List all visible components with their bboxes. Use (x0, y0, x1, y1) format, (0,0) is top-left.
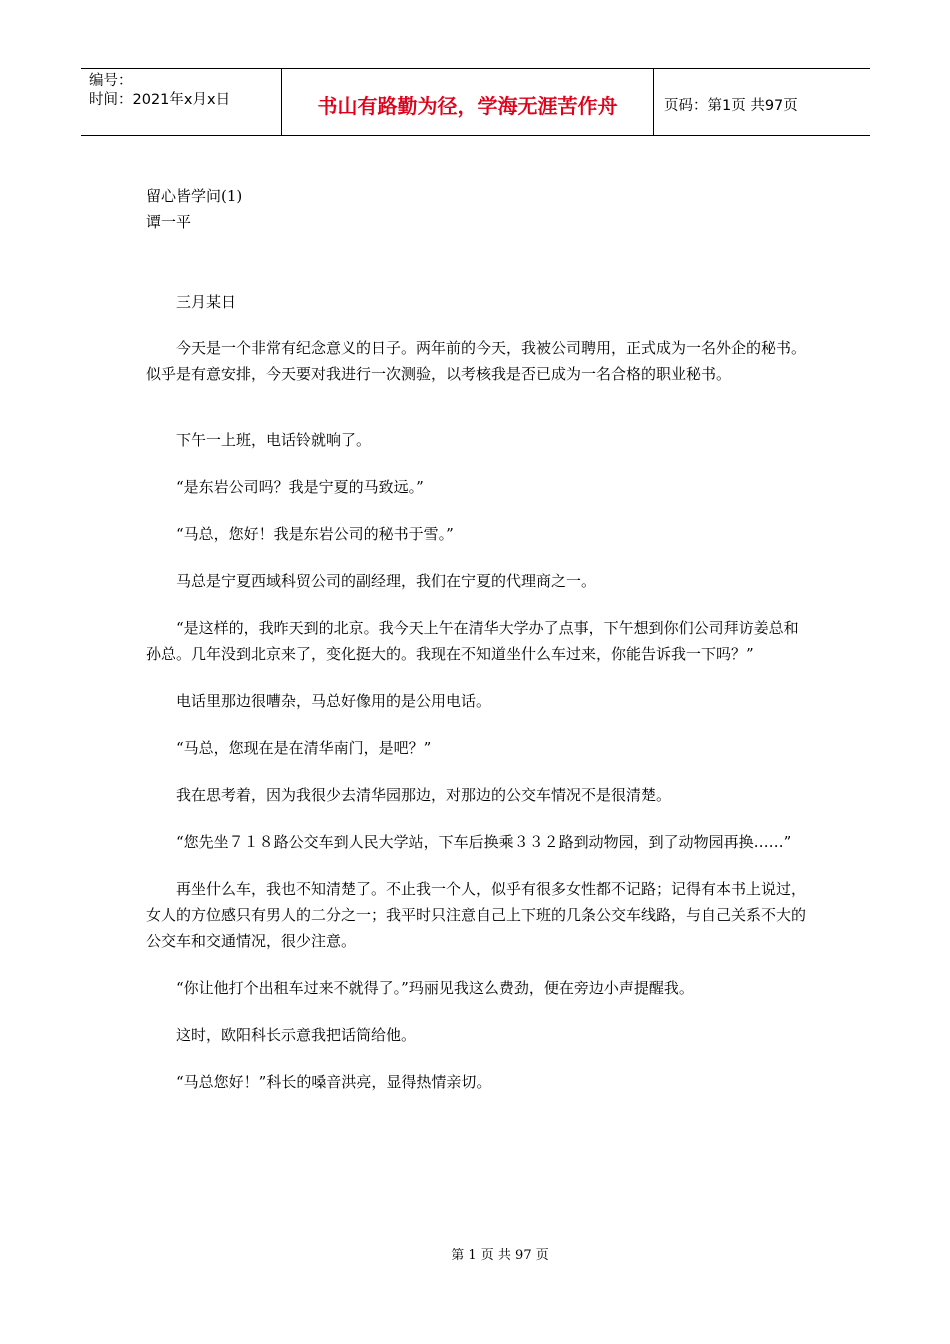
page-info-cell (654, 69, 870, 135)
header-meta-cell (81, 69, 282, 135)
paragraph: “是这样的，我昨天到的北京。我今天上午在清华大学办了点事，下午想到你们公司拜访姜总和孙总。几年没到北京来了，变化挺大的。我现在不知道坐什么车过来，你能告诉我一下吗？” (146, 619, 799, 663)
paragraph: “马总，您现在是在清华南门，是吧？” (176, 739, 432, 757)
document-title: 留心皆学问(1) (146, 187, 243, 205)
document-header (81, 68, 870, 136)
motto-cell (282, 69, 654, 135)
paragraph: 马总是宁夏西域科贸公司的副经理，我们在宁夏的代理商之一。 (176, 572, 597, 590)
motto-text: 书山有路勤为径，学海无涯苦作舟 (317, 93, 618, 118)
number-label: 编号： (89, 73, 133, 89)
paragraph: 电话里那边很嘈杂，马总好像用的是公用电话。 (176, 692, 492, 710)
document-author: 谭一平 (146, 213, 192, 231)
paragraph: “马总，您好！我是东岩公司的秘书于雪。” (176, 525, 454, 543)
paragraph: 这时，欧阳科长示意我把话筒给他。 (176, 1026, 417, 1044)
paragraph: 我在思考着，因为我很少去清华园那边，对那边的公交车情况不是很清楚。 (176, 786, 672, 804)
paragraph: 下午一上班，电话铃就响了。 (176, 431, 372, 449)
page-footer (0, 1244, 950, 1263)
paragraph: 今天是一个非常有纪念意义的日子。两年前的今天，我被公司聘用，正式成为一名外企的秘书。似乎是有意安排，今天要对我进行一次测验，以考核我是否已成为一名合格的职业秘书。 (146, 339, 807, 383)
time-label: 时间：2021年x月x日 (89, 92, 231, 108)
paragraph: “是东岩公司吗？我是宁夏的马致远。” (176, 478, 424, 496)
footer-page-number: 第 1 页 共 97 页 (451, 1248, 549, 1263)
page-info-text: 页码：第1页 共97页 (664, 97, 798, 114)
paragraph: 再坐什么车，我也不知清楚了。不止我一个人，似乎有很多女性都不记路；记得有本书上说过，女人的方位感只有男人的二分之一；我平时只注意自己上下班的几条公交车线路，与自己关系不大的公交车和交通情况，很少注意。 (146, 880, 807, 950)
document-body (146, 183, 810, 1095)
paragraph-date: 三月某日 (176, 293, 237, 311)
paragraph: “你让他打个出租车过来不就得了。”玛丽见我这么费劲，便在旁边小声提醒我。 (176, 979, 694, 997)
paragraph: “您先坐７１８路公交车到人民大学站，下车后换乘３３２路到动物园，到了动物园再换……” (176, 833, 792, 851)
paragraph: “马总您好！”科长的嗓音洪亮，显得热情亲切。 (176, 1073, 492, 1091)
